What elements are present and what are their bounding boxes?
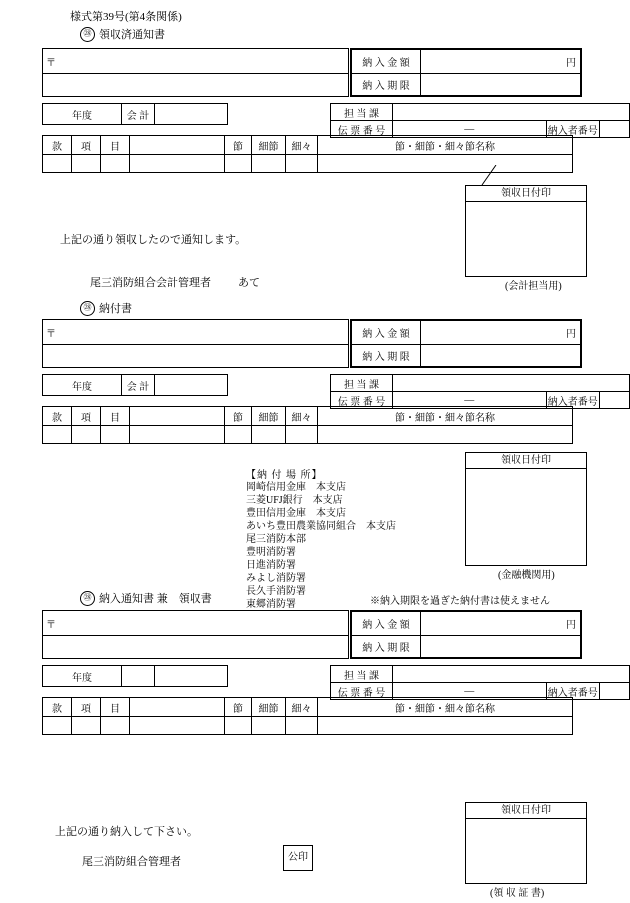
section-3-header bbox=[80, 590, 212, 606]
section-3-row-saisai[interactable] bbox=[286, 717, 318, 735]
section-1-row-setsu[interactable] bbox=[225, 155, 252, 173]
section-2-payer-value[interactable] bbox=[600, 392, 630, 409]
section-3-fiscal-label: 年度 bbox=[43, 666, 122, 687]
section-1-col-saisetsu: 細節 bbox=[252, 136, 286, 155]
section-1-stamp-title: 領収日付印 bbox=[466, 186, 586, 202]
section-3-col-saisetsu: 細節 bbox=[252, 698, 286, 717]
section-1-address-box bbox=[42, 48, 349, 97]
section-2-deadline-value[interactable] bbox=[421, 345, 582, 368]
section-1-col-setsu: 節 bbox=[225, 136, 252, 155]
section-2-row-name[interactable] bbox=[318, 426, 573, 444]
section-1-slip-label: 伝 票 番 号 bbox=[331, 121, 393, 138]
section-3-row-blank[interactable] bbox=[130, 717, 225, 735]
section-1-amount-label: 納 入 金 額 bbox=[351, 49, 421, 74]
section-1-stamp-box bbox=[465, 185, 587, 277]
section-3-col-blank bbox=[130, 698, 225, 717]
section-2-charge-value[interactable] bbox=[393, 375, 546, 392]
section-1-deadline-value[interactable] bbox=[421, 74, 582, 97]
section-3-stamp-box bbox=[465, 802, 587, 884]
section-3-fiscal-extra[interactable] bbox=[122, 666, 155, 687]
section-1-row-name[interactable] bbox=[318, 155, 573, 173]
section-3-stamp-caption: (領 収 証 書) bbox=[490, 888, 545, 899]
section-1-row-kan[interactable] bbox=[43, 155, 72, 173]
section-2-circle-number: ㉘ bbox=[80, 301, 95, 316]
section-3-slip-dash[interactable]: ― bbox=[393, 683, 546, 700]
section-1-stamp-caption: (会計担当用) bbox=[505, 281, 562, 292]
section-1-account-value[interactable] bbox=[155, 104, 228, 125]
section-2-address-box bbox=[42, 319, 349, 368]
section-1-row-saisai[interactable] bbox=[286, 155, 318, 173]
form-code: 様式第39号(第4条関係) bbox=[70, 11, 182, 23]
section-1-col-saisai: 細々 bbox=[286, 136, 318, 155]
section-3-stamp-title: 領収日付印 bbox=[466, 803, 586, 819]
list-item: 岡崎信用金庫 本支店 bbox=[246, 482, 346, 493]
section-2-amount-label: 納 入 金 額 bbox=[351, 320, 421, 345]
section-3-row-moku[interactable] bbox=[101, 717, 130, 735]
section-2-col-kan: 款 bbox=[43, 407, 72, 426]
section-3-col-moku: 目 bbox=[101, 698, 130, 717]
section-1-account-label: 会 計 bbox=[122, 104, 155, 125]
section-1-row-moku[interactable] bbox=[101, 155, 130, 173]
section-3-row-name[interactable] bbox=[318, 717, 573, 735]
section-3-address-box bbox=[42, 610, 349, 659]
section-2-amount-box bbox=[350, 319, 582, 368]
section-1-charge-spacer bbox=[546, 104, 600, 121]
section-3-deadline-value[interactable] bbox=[421, 636, 582, 659]
section-2-fiscal-box bbox=[42, 374, 228, 396]
section-3-fiscal-value[interactable] bbox=[155, 666, 228, 687]
list-item: みよし消防署 bbox=[246, 573, 306, 584]
section-3-slip-label: 伝 票 番 号 bbox=[331, 683, 393, 700]
section-1-row-saisetsu[interactable] bbox=[252, 155, 286, 173]
section-1-amount-box bbox=[350, 48, 582, 97]
section-3-amount-value[interactable]: 円 bbox=[421, 611, 582, 636]
section-1-payer-value[interactable] bbox=[600, 121, 630, 138]
list-item: 三菱UFJ銀行 本支店 bbox=[246, 495, 343, 506]
section-1-charge-label: 担 当 課 bbox=[331, 104, 393, 121]
section-1-section-name-label: 節・細節・細々節名称 bbox=[318, 136, 573, 155]
section-3-section-name-label: 節・細節・細々節名称 bbox=[318, 698, 573, 717]
section-2-payer-label: 納入者番号 bbox=[546, 392, 600, 409]
section-2-stamp-box bbox=[465, 452, 587, 566]
section-2-slip-dash[interactable]: ― bbox=[393, 392, 546, 409]
section-2-col-moku: 目 bbox=[101, 407, 130, 426]
section-2-stamp-title: 領収日付印 bbox=[466, 453, 586, 469]
section-3-signer: 尾三消防組合管理者 bbox=[82, 856, 181, 868]
section-1-payer-label: 納入者番号 bbox=[546, 121, 600, 138]
section-1-circle-number: ㉘ bbox=[80, 27, 95, 42]
section-3-charge-spacer2 bbox=[600, 666, 630, 683]
section-2-row-setsu[interactable] bbox=[225, 426, 252, 444]
section-3-title: 納入通知書 兼 領収書 bbox=[99, 593, 212, 605]
official-seal-box: 公印 bbox=[283, 845, 313, 871]
section-2-stamp-caption: (金融機関用) bbox=[498, 570, 555, 581]
section-3-col-kan: 款 bbox=[43, 698, 72, 717]
section-1-row-blank[interactable] bbox=[130, 155, 225, 173]
section-3-address-line[interactable] bbox=[43, 636, 349, 659]
section-3-statement: 上記の通り納入して下さい。 bbox=[55, 826, 198, 838]
section-2-row-kan[interactable] bbox=[43, 426, 72, 444]
section-3-postal-symbol[interactable]: 〒 bbox=[43, 611, 349, 636]
section-2-charge-box bbox=[330, 374, 630, 409]
section-2-row-saisai[interactable] bbox=[286, 426, 318, 444]
section-2-title: 納付書 bbox=[99, 303, 132, 315]
section-3-col-ko: 項 bbox=[72, 698, 101, 717]
list-item: 豊田信用金庫 本支店 bbox=[246, 508, 346, 519]
section-2-row-moku[interactable] bbox=[101, 426, 130, 444]
section-3-deadline-label: 納 入 期 限 bbox=[351, 636, 421, 659]
list-item: 尾三消防本部 bbox=[246, 534, 306, 545]
list-item: 日進消防署 bbox=[246, 560, 296, 571]
section-2-charge-label: 担 当 課 bbox=[331, 375, 393, 392]
section-2-amount-value[interactable]: 円 bbox=[421, 320, 582, 345]
section-1-signer-suffix: あて bbox=[238, 277, 260, 289]
section-3-charge-value[interactable] bbox=[393, 666, 546, 683]
section-2-col-setsu: 節 bbox=[225, 407, 252, 426]
section-2-col-saisetsu: 細節 bbox=[252, 407, 286, 426]
section-3-col-setsu: 節 bbox=[225, 698, 252, 717]
list-item: 東郷消防署 bbox=[246, 599, 296, 610]
section-2-section-name-label: 節・細節・細々節名称 bbox=[318, 407, 573, 426]
section-1-charge-spacer2 bbox=[600, 104, 630, 121]
section-1-signer: 尾三消防組合会計管理者 bbox=[90, 277, 211, 289]
section-2-header bbox=[80, 300, 132, 316]
section-2-charge-spacer2 bbox=[600, 375, 630, 392]
section-1-fiscal-label: 年度 bbox=[43, 104, 122, 125]
section-3-charge-box bbox=[330, 665, 630, 700]
section-3-row-ko[interactable] bbox=[72, 717, 101, 735]
section-3-charge-label: 担 当 課 bbox=[331, 666, 393, 683]
section-3-circle-number: ㉘ bbox=[80, 591, 95, 606]
section-1-slip-dash[interactable]: ― bbox=[393, 121, 546, 138]
section-2-address-line[interactable] bbox=[43, 345, 349, 368]
section-1-address-line[interactable] bbox=[43, 74, 349, 97]
section-3-row-saisetsu[interactable] bbox=[252, 717, 286, 735]
section-3-charge-spacer bbox=[546, 666, 600, 683]
section-1-charge-value[interactable] bbox=[393, 104, 546, 121]
section-2-fiscal-label: 年度 bbox=[43, 375, 122, 396]
section-2-account-value[interactable] bbox=[155, 375, 228, 396]
section-1-header bbox=[80, 26, 165, 42]
section-3-amount-label: 納 入 金 額 bbox=[351, 611, 421, 636]
section-2-row-ko[interactable] bbox=[72, 426, 101, 444]
section-1-title: 領収済通知書 bbox=[99, 29, 165, 41]
section-2-col-saisai: 細々 bbox=[286, 407, 318, 426]
section-2-postal-symbol[interactable]: 〒 bbox=[43, 320, 349, 345]
section-3-row-kan[interactable] bbox=[43, 717, 72, 735]
section-1-col-kan: 款 bbox=[43, 136, 72, 155]
section-3-row-setsu[interactable] bbox=[225, 717, 252, 735]
section-2-charge-spacer bbox=[546, 375, 600, 392]
section-2-deadline-label: 納 入 期 限 bbox=[351, 345, 421, 368]
section-1-col-ko: 項 bbox=[72, 136, 101, 155]
section-1-fiscal-box bbox=[42, 103, 228, 125]
section-3-columns-box bbox=[42, 697, 573, 735]
section-1-amount-value[interactable]: 円 bbox=[421, 49, 582, 74]
section-2-columns-box bbox=[42, 406, 573, 444]
section-3-payer-label: 納入者番号 bbox=[546, 683, 600, 700]
section-3-amount-box bbox=[350, 610, 582, 659]
section-2-row-blank[interactable] bbox=[130, 426, 225, 444]
section-1-deadline-label: 納 入 期 限 bbox=[351, 74, 421, 97]
list-item: あいち豊田農業協同組合 本支店 bbox=[246, 521, 396, 532]
section-2-col-ko: 項 bbox=[72, 407, 101, 426]
payment-place-title: 【納 付 場 所】 bbox=[246, 470, 323, 481]
section-1-postal-symbol[interactable]: 〒 bbox=[43, 49, 349, 74]
section-2-col-blank bbox=[130, 407, 225, 426]
section-1-statement: 上記の通り領収したので通知します。 bbox=[60, 234, 247, 246]
section-3-col-saisai: 細々 bbox=[286, 698, 318, 717]
section-1-col-moku: 目 bbox=[101, 136, 130, 155]
section-2-account-label: 会 計 bbox=[122, 375, 155, 396]
list-item: 長久手消防署 bbox=[246, 586, 306, 597]
section-2-slip-label: 伝 票 番 号 bbox=[331, 392, 393, 409]
list-item: 豊明消防署 bbox=[246, 547, 296, 558]
section-3-fiscal-box bbox=[42, 665, 228, 687]
payment-place-block bbox=[246, 466, 396, 611]
section-3-warning: ※納入期限を過ぎた納付書は使えません bbox=[370, 596, 550, 607]
section-1-stamp-leader bbox=[458, 165, 498, 187]
section-1-col-blank bbox=[130, 136, 225, 155]
section-1-charge-box bbox=[330, 103, 630, 138]
section-2-row-saisetsu[interactable] bbox=[252, 426, 286, 444]
section-3-payer-value[interactable] bbox=[600, 683, 630, 700]
section-1-row-ko[interactable] bbox=[72, 155, 101, 173]
